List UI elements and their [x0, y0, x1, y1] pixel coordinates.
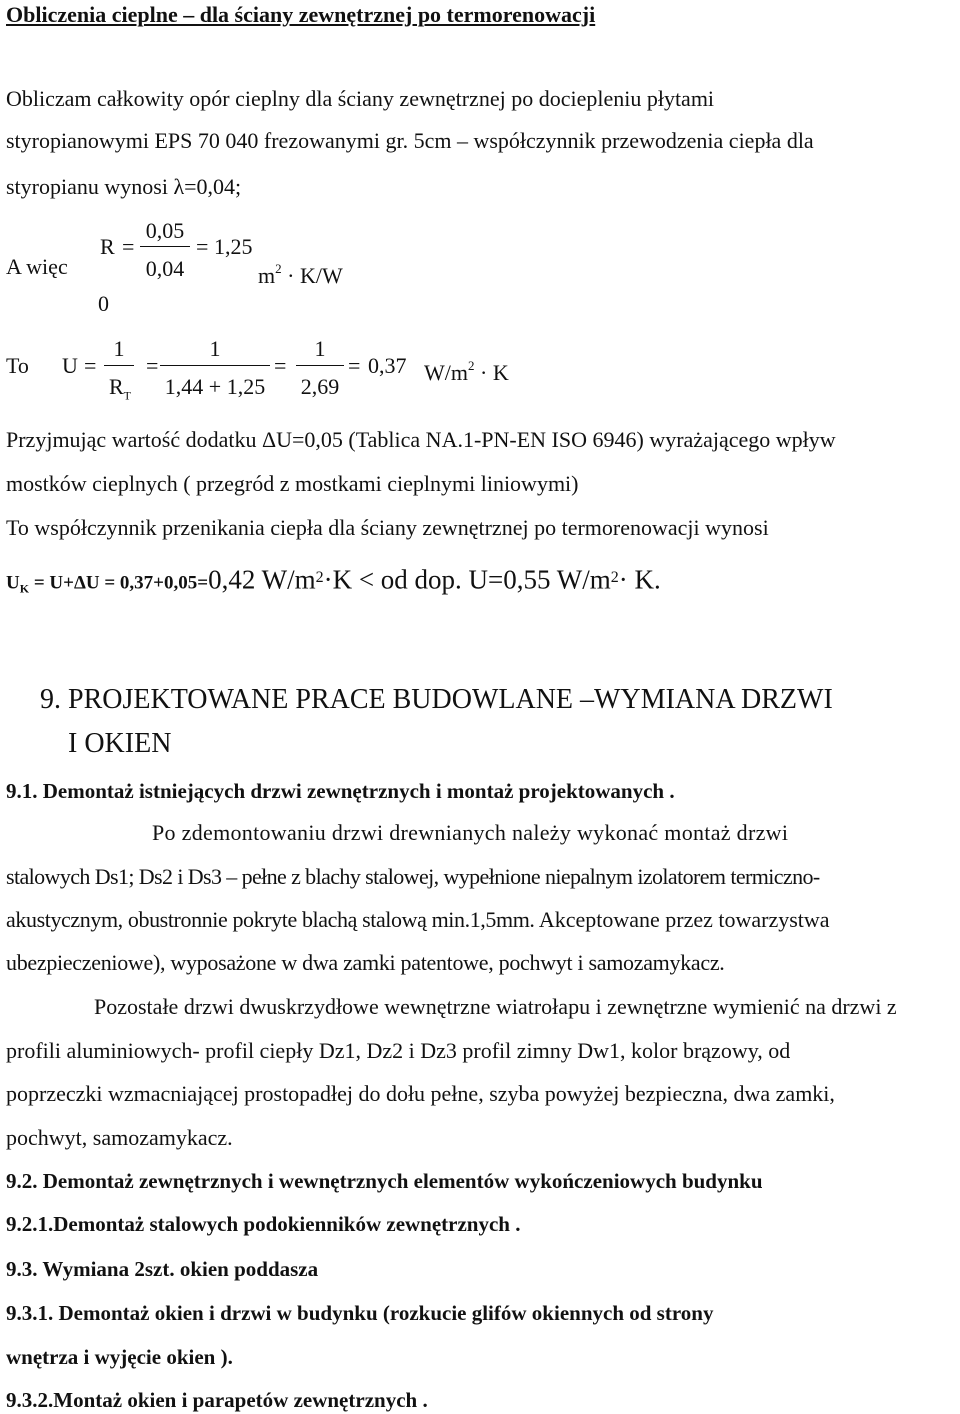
page-title: Obliczenia cieplne – dla ściany zewnętrznej po termorenowacji [6, 2, 596, 27]
subsection-heading: 9.2.1.Demontaż stalowych podokienników zewnętrznych . [6, 1212, 521, 1236]
subsection-heading: 9.1. Demontaż istniejących drzwi zewnętrznych i montaż projektowanych . [6, 779, 675, 803]
paragraph-line: mostków cieplnych ( przegród z mostkami cieplnymi liniowymi) [6, 471, 579, 496]
section-heading: I OKIEN [68, 728, 172, 759]
subsection-heading: 9.2. Demontaż zewnętrznych i wewnętrznych elementów wykończeniowych budynku [6, 1169, 763, 1193]
paragraph-line: ubezpieczeniowe), wyposażone w dwa zamki patentowe, pochwyt i samozamykacz. [6, 950, 725, 975]
paragraph-line: pochwyt, samozamykacz. [6, 1125, 233, 1150]
paragraph-line: poprzeczki wzmacniającej prostopadłej do dołu pełne, szyba powyżej bezpieczna, dwa zamki, [6, 1081, 835, 1106]
paragraph-line: Po zdemontowaniu drzwi drewnianych należy wykonać montaż drzwi [152, 820, 789, 845]
paragraph-line: styropianu wynosi λ=0,04; [6, 174, 242, 199]
subsection-heading: 9.3. Wymiana 2szt. okien poddasza [6, 1257, 319, 1281]
uk-result-line: $U_K = U+\Delta U = 0,37+0,05=0,42$ $W/m^2\cdot K$ < od dop. U=0,55 $W/m^2\cdot K$. [6, 564, 661, 596]
paragraph-line: profili aluminiowych- profil ciepły Dz1, Dz2 i Dz3 profil zimny Dw1, kolor brązowy, od [6, 1038, 791, 1063]
paragraph-line: styropianowymi EPS 70 040 frezowanymi gr. 5cm – współczynnik przewodzenia ciepła dla [6, 128, 814, 153]
subsection-heading: 9.3.2.Montaż okien i parapetów zewnętrznych . [6, 1388, 428, 1412]
paragraph-line: Obliczam całkowity opór cieplny dla ściany zewnętrznej po dociepleniu płytami [6, 86, 715, 111]
paragraph-line: Przyjmując wartość dodatku ΔU=0,05 (Tablica NA.1-PN-EN ISO 6946) wyrażającego wpływ [6, 427, 836, 452]
fraction-bar [160, 365, 270, 366]
fraction-bar [104, 365, 134, 366]
section-heading: 9. PROJEKTOWANE PRACE BUDOWLANE –WYMIANA DRZWI [40, 684, 833, 715]
fraction-bar [140, 246, 190, 247]
paragraph-line: stalowych Ds1; Ds2 i Ds3 – pełne z blachy stalowej, wypełnione niepalnym izolatorem termiczno- [6, 864, 820, 889]
subsection-heading: 9.3.1. Demontaż okien i drzwi w budynku (rozkucie glifów okiennych od strony [6, 1301, 714, 1325]
paragraph-line: Pozostałe drzwi dwuskrzydłowe wewnętrzne wiatrołapu i zewnętrzne wymienić na drzwi z [94, 994, 897, 1019]
subsection-heading: wnętrza i wyjęcie okien ). [6, 1345, 233, 1369]
paragraph-line: akustycznym, obustronnie pokryte blachą stalową min.1,5mm. Akceptowane przez towarzystwa [6, 907, 830, 932]
paragraph-line: To współczynnik przenikania ciepła dla ściany zewnętrznej po termorenowacji wynosi [6, 515, 769, 540]
fraction-bar [296, 365, 344, 366]
